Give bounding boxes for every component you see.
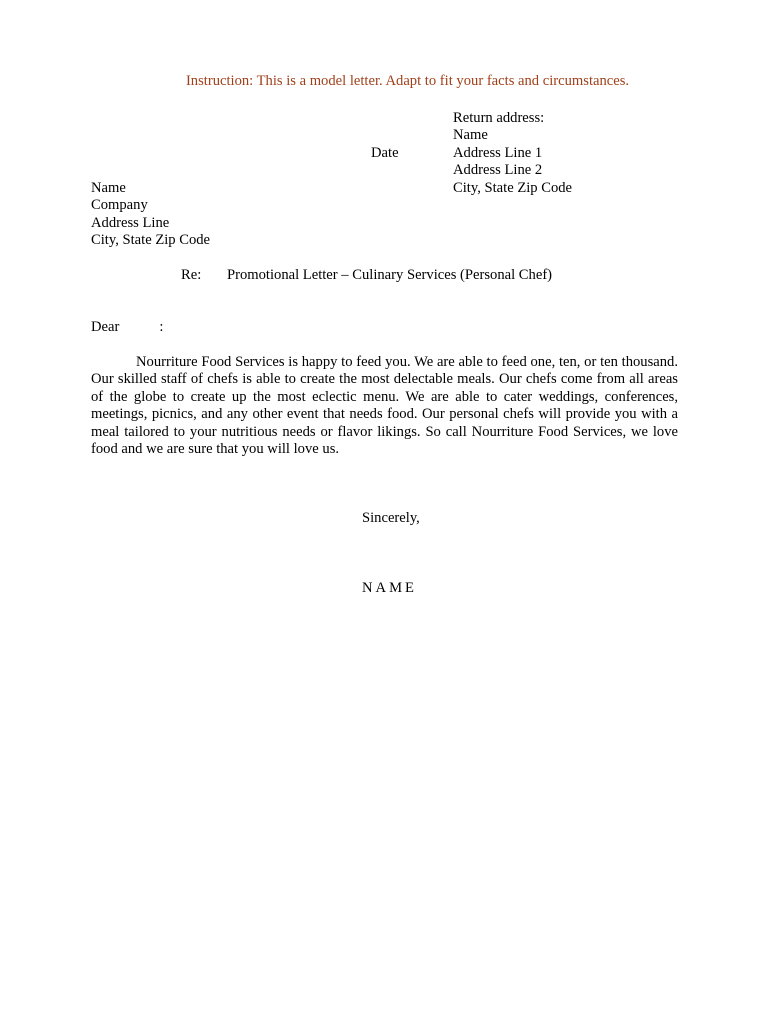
salutation-greeting: Dear bbox=[91, 319, 120, 335]
return-address-line-2: Address Line 2 bbox=[453, 162, 543, 179]
recipient-city-state-zip: City, State Zip Code bbox=[91, 232, 211, 249]
recipient-address-line: Address Line bbox=[91, 214, 170, 231]
recipient-company: Company bbox=[91, 197, 148, 214]
letter-closing: Sincerely, bbox=[362, 510, 420, 526]
letter-date: Date bbox=[371, 145, 399, 161]
recipient-name: Name bbox=[91, 180, 126, 196]
salutation bbox=[91, 319, 163, 337]
recipient-address-block bbox=[91, 180, 210, 250]
reference-label: Re: bbox=[181, 267, 202, 283]
return-address-block bbox=[453, 110, 572, 197]
letter-body-paragraph: Nourriture Food Services is happy to feed you. We are able to feed one, ten, or ten thousand. Our skilled staff of chefs is able to create the most delectable meals. Our chefs come from all areas of the globe to create up the most eclectic menu. We are able to cater weddings, conferences, meetings, picnics, and any other event that needs food. Our personal chefs will provide you with a meal tailored to your nutritious needs or flavor likings. So call Nourriture Food Services, we love food and we are sure that you will love us. bbox=[91, 354, 678, 458]
signature-name: NAME bbox=[362, 580, 417, 596]
instruction-note: Instruction: This is a model letter. Adapt to fit your facts and circumstances. bbox=[185, 73, 630, 89]
salutation-colon: : bbox=[159, 319, 164, 335]
return-address-line-1: Address Line 1 bbox=[453, 144, 543, 161]
return-address-city-state-zip: City, State Zip Code bbox=[453, 179, 573, 196]
return-address-name: Name bbox=[453, 127, 488, 144]
reference-subject: Promotional Letter – Culinary Services (Personal Chef) bbox=[227, 267, 553, 283]
return-address-label: Return address: bbox=[453, 110, 545, 126]
